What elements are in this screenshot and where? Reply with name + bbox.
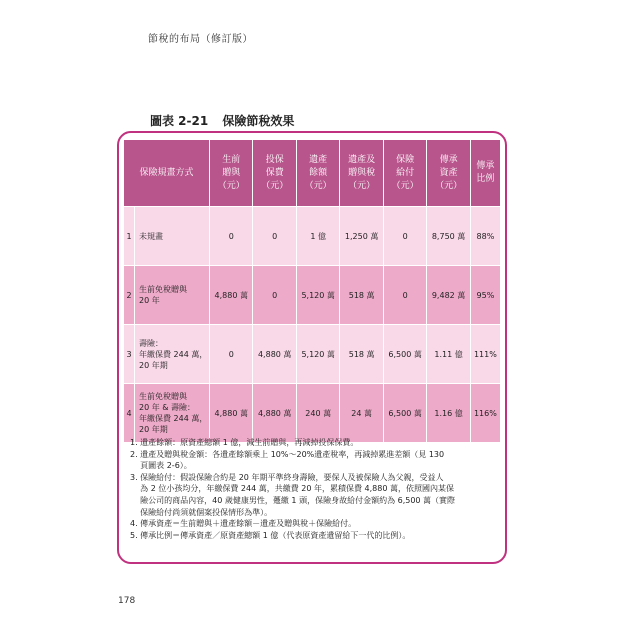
row-index: 4 [124, 384, 135, 443]
note-line: 險公司的商品內容，40 歲健康男性，躉繳 1 頭，保險身故給付金額約為 6,500 萬（實際 [130, 495, 456, 505]
row-index: 1 [124, 207, 135, 266]
table-cell: 0 [253, 266, 296, 325]
table-cell: 9,482 萬 [427, 266, 470, 325]
note-line: 1. 遺產餘額：原資產總額 1 億，減生前贈與，再減掉投保保費。 [130, 438, 359, 447]
row-plan-name: 生前免稅贈與 20 年 [135, 266, 210, 325]
table-cell: 95% [470, 266, 500, 325]
figure-title [150, 112, 294, 129]
table-cell: 240 萬 [296, 384, 339, 443]
table-cell: 0 [383, 207, 426, 266]
row-plan-name: 壽險： 年繳保費 244 萬， 20 年期 [135, 325, 210, 384]
table-cell: 1 億 [296, 207, 339, 266]
row-plan-name: 未規畫 [135, 207, 210, 266]
row-index: 3 [124, 325, 135, 384]
table-cell: 8,750 萬 [427, 207, 470, 266]
note-line: 保險給付尚須就個案投保情形為準）。 [130, 507, 273, 517]
table-cell: 518 萬 [340, 266, 383, 325]
header-cell: 保險規畫方式 [124, 140, 210, 207]
table-cell: 518 萬 [340, 325, 383, 384]
table-header-row [124, 140, 501, 207]
table-cell: 1.11 億 [427, 325, 470, 384]
note-line: 3. 保險給付：假設保險合約是 20 年期平準終身壽險，要保人及被保險人為父親，受益人 [130, 472, 444, 482]
table-cell: 4,880 萬 [210, 384, 253, 443]
table-cell: 4,880 萬 [253, 384, 296, 443]
table-row [124, 266, 501, 325]
table-cell: 0 [210, 207, 253, 266]
note-line: 頁圖表 2-6）。 [130, 461, 192, 471]
figure-caption: 保險節稅效果 [222, 114, 295, 128]
table-cell: 0 [210, 325, 253, 384]
table-row [124, 325, 501, 384]
table-cell: 116% [470, 384, 500, 443]
table-notes [130, 437, 495, 541]
note-line: 為 2 位小孩均分，年繳保費 244 萬，共繳費 20 年，累積保費 4,880 萬，依照國內某保 [130, 484, 454, 494]
insurance-tax-table [123, 139, 501, 443]
table-row [124, 384, 501, 443]
table-cell: 6,500 萬 [383, 325, 426, 384]
table-cell: 0 [383, 266, 426, 325]
header-cell: 生前 贈與 （元） [210, 140, 253, 207]
note-line: 4. 傳承資產＝生前贈與＋遺產餘額－遺產及贈與稅＋保險給付。 [130, 519, 357, 529]
table-cell: 5,120 萬 [296, 266, 339, 325]
table-cell: 111% [470, 325, 500, 384]
header-cell: 保險 給付 （元） [383, 140, 426, 207]
table-cell: 0 [253, 207, 296, 266]
header-cell: 遺產及 贈與稅 （元） [340, 140, 383, 207]
table-cell: 1,250 萬 [340, 207, 383, 266]
table-cell: 1.16 億 [427, 384, 470, 443]
figure-number: 圖表 2-21 [150, 114, 209, 128]
header-cell: 投保 保費 （元） [253, 140, 296, 207]
row-plan-name: 生前免稅贈與 20 年 & 壽險： 年繳保費 244 萬， 20 年期 [135, 384, 210, 443]
header-cell: 遺產 餘額 （元） [296, 140, 339, 207]
table-cell: 5,120 萬 [296, 325, 339, 384]
page-number: 178 [118, 596, 136, 606]
note-line: 2. 遺產及贈與稅金額：各遺產餘額乘上 10%～20%遺產稅率，再減掉累進差額（見 130 [130, 449, 445, 459]
table-cell: 24 萬 [340, 384, 383, 443]
table-row [124, 207, 501, 266]
running-head: 節稅的布局（修訂版） [148, 34, 253, 45]
row-index: 2 [124, 266, 135, 325]
header-cell: 傳承 比例 [470, 140, 500, 207]
header-cell: 傳承 資產 （元） [427, 140, 470, 207]
table-cell: 88% [470, 207, 500, 266]
table-cell: 6,500 萬 [383, 384, 426, 443]
table-cell: 4,880 萬 [210, 266, 253, 325]
table-cell: 4,880 萬 [253, 325, 296, 384]
note-line: 5. 傳承比例＝傳承資產／原資產總額 1 億（代表原資產遺留給下一代的比例）。 [130, 530, 411, 540]
